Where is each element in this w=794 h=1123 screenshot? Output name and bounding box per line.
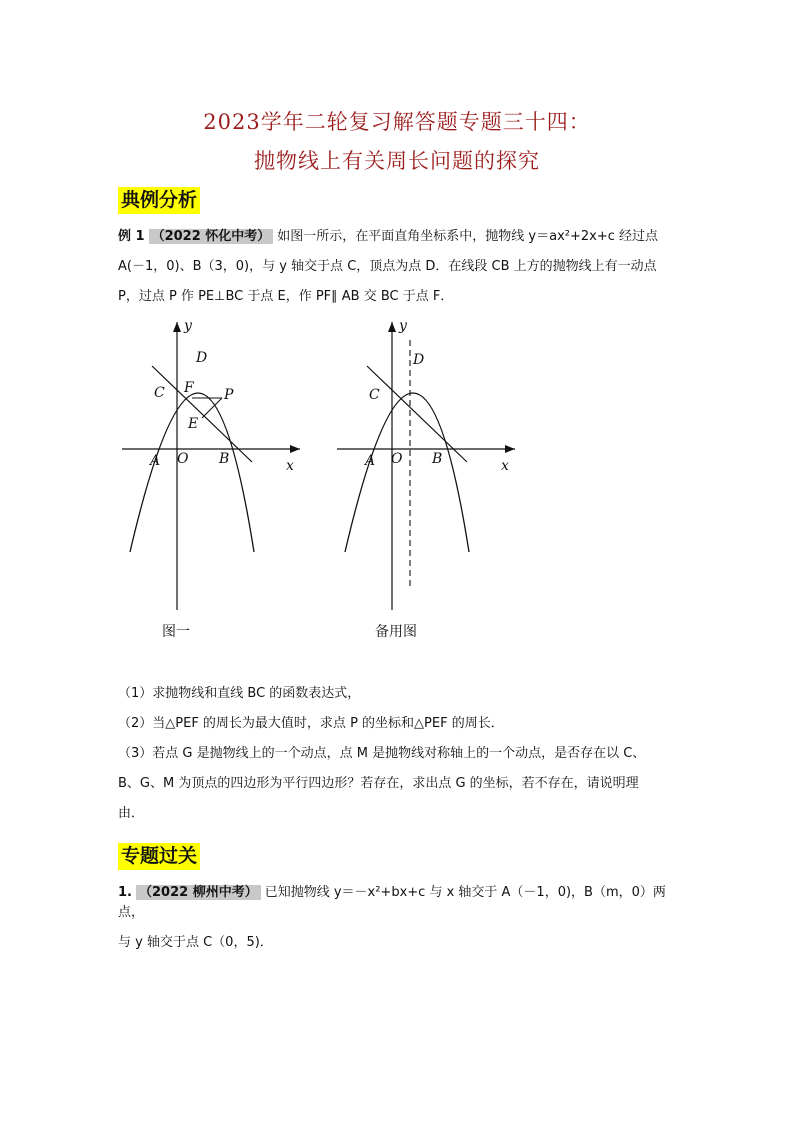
label-b: B (432, 451, 443, 467)
problem-1-line-1 (118, 883, 688, 923)
label-y: y (184, 318, 192, 334)
label-d: D (413, 352, 425, 368)
y-axis-arrow-icon (388, 322, 396, 332)
x-axis-arrow-icon (505, 445, 515, 453)
question-2: （2）当△PEF 的周长为最大值时，求点 P 的坐标和△PEF 的周长． (118, 716, 504, 731)
example-1-line-3: P，过点 P 作 PE⊥BC 于点 E，作 PF∥ AB 交 BC 于点 F． (118, 289, 454, 304)
label-a: A (365, 453, 376, 469)
figure-2-graph (333, 318, 533, 618)
problem-1-source-tag: （2022 柳州中考） (136, 885, 261, 900)
question-3-line-1: （3）若点 G 是抛物线上的一个动点，点 M 是抛物线对称轴上的一个动点，是否存在以 C、 (118, 746, 646, 761)
label-x: x (286, 458, 294, 474)
example-1-source-tag: （2022 怀化中考） (149, 229, 274, 244)
question-3-line-3: 由． (118, 806, 145, 821)
label-y: y (399, 318, 407, 334)
label-a: A (150, 453, 161, 469)
problem-1-text (118, 883, 688, 953)
title-line-2: 抛物线上有关周长问题的探究 (254, 149, 540, 173)
problem-1-line-1-text: 已知抛物线 y＝－x²+bx+c 与 x 轴交于 A（－1，0)，B（m，0）两点， (118, 885, 666, 920)
figure-2 (333, 318, 533, 622)
section-heading-examples: 典例分析 (118, 187, 200, 214)
section-heading-practice: 专题过关 (118, 843, 200, 870)
problem-1-label: 1. (118, 885, 132, 900)
label-o: O (391, 451, 403, 467)
label-c: C (369, 387, 380, 403)
example-1-line-1 (118, 227, 688, 247)
figure-2-caption: 备用图 (375, 624, 417, 640)
question-1: （1）求抛物线和直线 BC 的函数表达式， (118, 686, 361, 701)
line-bc (152, 366, 252, 462)
parabola-curve (345, 393, 469, 552)
example-1-line-1-text: 如图一所示，在平面直角坐标系中，抛物线 y＝ax²+2x+c 经过点 (277, 229, 659, 244)
question-3-line-2: B、G、M 为顶点的四边形为平行四边形？若存在，求出点 G 的坐标，若不存在，请说明理 (118, 776, 639, 791)
problem-1-line-2: 与 y 轴交于点 C（0，5)． (118, 935, 273, 950)
line-bc (367, 366, 467, 462)
figure-1-caption: 图一 (162, 624, 190, 640)
y-axis-arrow-icon (173, 322, 181, 332)
label-x: x (501, 458, 509, 474)
example-1-text (118, 227, 688, 307)
figure-1 (118, 318, 318, 622)
questions-block (118, 684, 688, 824)
label-e: E (188, 416, 199, 432)
x-axis-arrow-icon (290, 445, 300, 453)
example-1-label: 例 1 (118, 229, 145, 244)
title-line-1: 2023学年二轮复习解答题专题三十四： (203, 110, 591, 134)
label-c: C (154, 385, 165, 401)
label-d: D (196, 350, 208, 366)
label-o: O (177, 451, 189, 467)
label-p: P (224, 387, 234, 403)
label-b: B (219, 451, 230, 467)
label-f: F (184, 380, 194, 396)
figure-1-graph (118, 318, 318, 618)
example-1-line-2: A(－1，0)、B（3，0)，与 y 轴交于点 C，顶点为点 D．在线段 CB 上方的抛物线上有一动点 (118, 259, 657, 274)
